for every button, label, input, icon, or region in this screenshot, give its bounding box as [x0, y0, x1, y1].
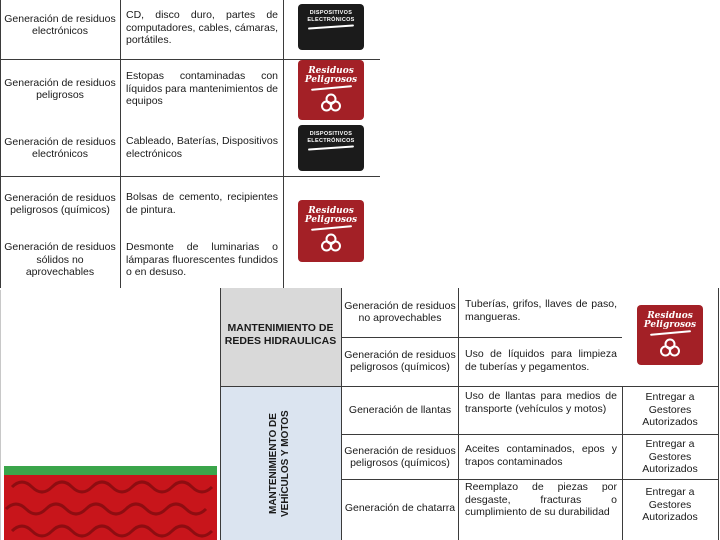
badge-text: Peligrosos [304, 215, 358, 225]
bottom-activity-3: Generación de llantas [348, 403, 452, 416]
bottom-action-4: Entregar a Gestores Autorizados [642, 438, 698, 476]
bottom-items-2: Uso de líquidos para limpieza de tuberías y pegamentos. [465, 348, 617, 373]
badge-text: DISPOSITIVOS [309, 131, 353, 137]
top-items-4: Bolsas de cemento, recipientes de pintura. [126, 191, 278, 216]
top-activity-1: Generación de residuos electrónicos [4, 12, 116, 37]
bottom-activity-4: Generación de residuos peligrosos (químicos) [344, 444, 456, 469]
badge-text: ELECTRÓNICOS [307, 17, 355, 23]
bottom-items-3: Uso de llantas para medios de transporte (vehículos y motos) [465, 390, 617, 415]
biohazard-icon [659, 337, 681, 357]
hazardous-waste-badge [637, 305, 703, 365]
badge-text: Residuos [308, 206, 354, 216]
bottom-activity-1: Generación de residuos no aprovechables [344, 299, 456, 324]
bottom-activity-5: Generación de chatarra [344, 501, 456, 514]
hazardous-waste-badge [298, 60, 364, 120]
badge-text: ELECTRÓNICOS [307, 138, 355, 144]
top-items-5: Desmonte de luminarias o lámparas fluorescentes fundidos o en desuso. [126, 241, 278, 278]
top-items-2: Estopas contaminadas con líquidos para mantenimientos de equipos [126, 70, 278, 107]
bottom-activity-2: Generación de residuos peligrosos (químicos) [344, 348, 456, 373]
badge-text: Peligrosos [304, 75, 358, 85]
top-items-3: Cableado, Baterías, Dispositivos electrónicos [126, 135, 278, 160]
biohazard-icon [320, 232, 342, 252]
badge-text: DISPOSITIVOS [309, 10, 353, 16]
top-activity-4: Generación de residuos peligrosos (químicos) [4, 191, 116, 216]
bottom-items-5: Reemplazo de piezas por desgaste, fracturas o cumplimiento de su durabilidad [465, 481, 617, 518]
bottom-items-4: Aceites contaminados, epos y trapos contaminados [465, 443, 617, 468]
hazardous-waste-badge [298, 200, 364, 262]
top-items-1: CD, disco duro, partes de computadores, cables, cámaras, portátiles. [126, 9, 278, 46]
top-activity-5: Generación de residuos sólidos no aprovechables [4, 241, 116, 279]
top-activity-3: Generación de residuos electrónicos [4, 135, 116, 160]
electronic-devices-badge [298, 125, 364, 171]
biohazard-icon [320, 92, 342, 112]
top-activity-2: Generación de residuos peligrosos [4, 76, 116, 101]
badge-text: Peligrosos [643, 320, 697, 330]
badge-text: Residuos [647, 311, 693, 321]
section-title-vehicles: MANTENIMIENTO DE VEHÍCULOS Y MOTOS [268, 410, 291, 518]
green-stripe [4, 466, 217, 475]
bottom-action-5: Entregar a Gestores Autorizados [642, 486, 698, 524]
electronic-devices-badge [298, 4, 364, 50]
bottom-items-1: Tuberías, grifos, llaves de paso, mangueras. [465, 298, 617, 323]
red-pattern-panel [4, 475, 217, 540]
section-title-hydraulic: MANTENIMIENTO DE REDES HIDRAULICAS [224, 322, 337, 347]
bottom-action-3: Entregar a Gestores Autorizados [642, 391, 698, 429]
badge-text: Residuos [308, 66, 354, 76]
